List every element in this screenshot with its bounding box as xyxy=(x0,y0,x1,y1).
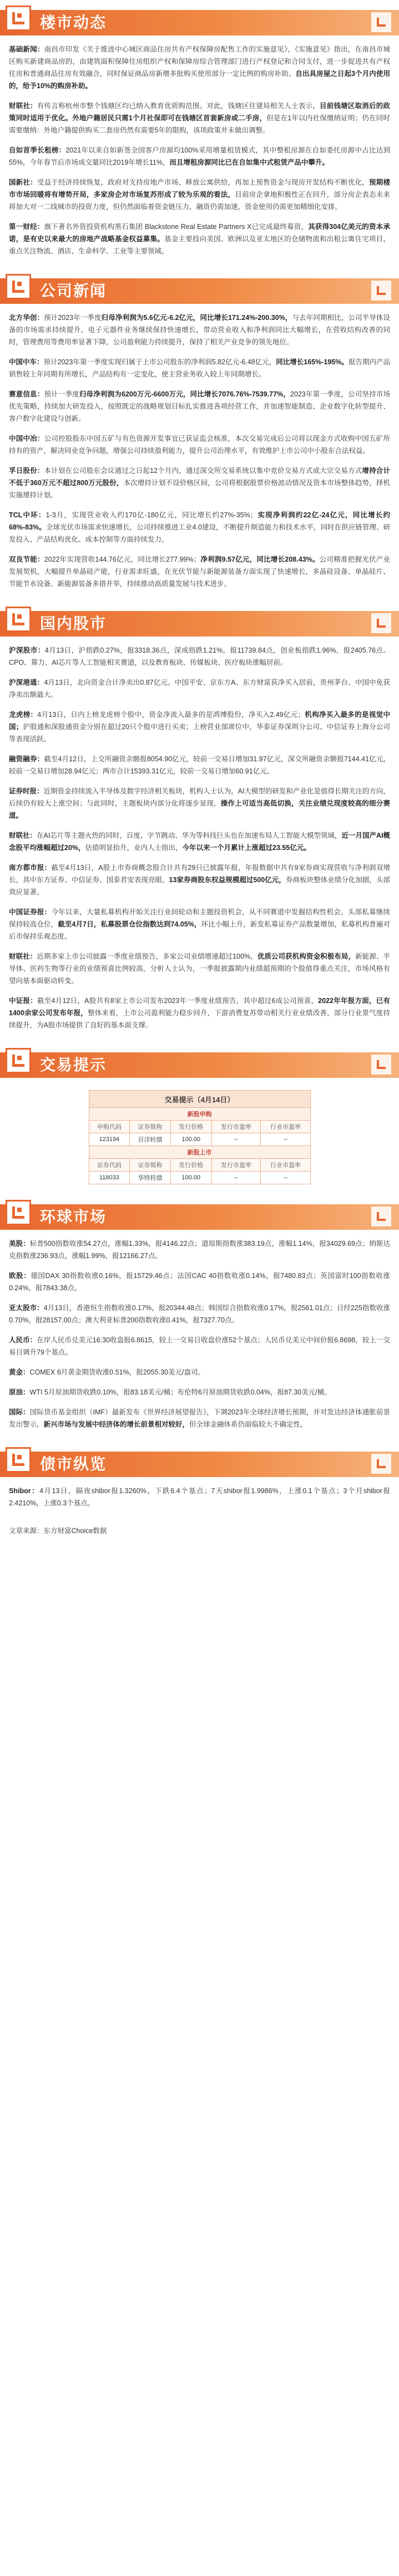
table-row xyxy=(89,1133,310,1146)
news-paragraph xyxy=(9,465,390,501)
news-text: 标普500指数收涨54.27点，涨幅1.33%，报4146.22点；道琼斯指数涨383.19点，涨幅1.14%，报34029.69点；纳斯达克指数涨236.93点，涨幅1.99%，报12166.27点。 xyxy=(9,1240,390,1260)
news-paragraph xyxy=(9,950,390,987)
column-header: 发行市盈率 xyxy=(211,1159,261,1172)
news-paragraph xyxy=(9,676,390,701)
column-header: 行业市盈率 xyxy=(261,1121,310,1133)
news-text: 截至4月12日，上交所融资余额报8054.90亿元，较前一交易日增加31.97亿元，深交所融资余额报7144.41亿元，较前一交易日增加28.94亿元；两市合计15393.31亿元，较前一交易日增加60.91亿元。 xyxy=(9,755,390,775)
news-source-label: 亚太股市： xyxy=(9,1304,44,1312)
news-text: 近期多家上市公司披露一季度业绩预告，多家公司业绩增速超过100%， xyxy=(37,953,257,960)
news-source-label: 沪深港通： xyxy=(9,679,44,686)
table-row xyxy=(89,1172,310,1184)
news-paragraph xyxy=(9,553,390,590)
news-source-label: 自如首季长租榜： xyxy=(9,146,66,154)
news-text: 4月13日，沪指跌0.27%，报3318.36点，深成指跌1.21%，报11739.84点，创业板指跌1.96%，报2405.76点。CPO、算力、AI芯片等人工智能相关赛道，以及教育板块、传媒板块、医疗板块涨幅居前。 xyxy=(9,646,390,666)
news-text: 2023年第一季度，公司坚持市场优先策略，持续加大研发投入，按照既定的战略规划目标扎实推进各项经营工作，并加速智能制造、企业数字化转型提升、客户数字化建设与创新。 xyxy=(9,390,390,422)
news-text: 全球光伏市场需求快速增长，公司持续推进工业4.0建设，不断提升制造能力和技术水平，同时在供应链管理、研发投入、产品结构优化、成本控制等方面持续发力。 xyxy=(9,523,390,543)
news-highlight: 截至4月7日，私募股票仓位指数达到74.05%， xyxy=(58,920,201,928)
column-header: 发行价格 xyxy=(170,1159,211,1172)
news-source-label: 孚日股份： xyxy=(9,467,44,475)
news-highlight: 自出具房屋之日起3个月内使用的，给予10%的购房补助。 xyxy=(9,70,390,90)
news-text: 4月13日，日内上榜龙虎榜个股中，资金净流入最多的是鸿博股份，净买入2.49亿元； xyxy=(37,711,305,719)
news-source-label: 证券时报： xyxy=(9,787,44,795)
ipo-group-subscribe: 新股申购 xyxy=(89,1108,310,1121)
news-text: 截至4月13日，A股上市券商概念股合计共有29只已披露年报，年报数据中共有9家券商实现营收与净利润双增长，其中东方证券、中信证券、国泰君安表现亮眼。 xyxy=(9,864,390,884)
ipo-group-listing: 新股上市 xyxy=(89,1146,310,1159)
news-text: 与去年同期相比，公司半导体设备的市场需求持续提升，电子元器件业务继续保持快速增长，带动营业收入和净利润同比大幅增长，在营收结构改善的同时，管理费用等费用率显著下降，公司盈利能力持续提升，保持了相关产业竞争的领先地位。 xyxy=(9,314,390,346)
news-source-label: 原油： xyxy=(9,1388,30,1396)
news-paragraph xyxy=(9,1270,390,1294)
news-paragraph xyxy=(9,1366,390,1378)
news-source-label: 中证报： xyxy=(9,997,38,1005)
section-banner-bond xyxy=(0,1442,399,1479)
news-source-label: 欧股： xyxy=(9,1272,31,1280)
column-header: 发行价格 xyxy=(170,1121,211,1133)
table-cell: 100.00 xyxy=(170,1133,211,1146)
corner-logo-icon xyxy=(371,12,391,32)
news-source-label: 国际： xyxy=(9,1408,30,1416)
news-paragraph xyxy=(9,100,390,136)
brand-logo-icon xyxy=(6,607,31,632)
brand-logo-icon xyxy=(6,1048,31,1073)
news-source-label: 赛意信息： xyxy=(9,390,44,398)
table-cell: -- xyxy=(261,1133,310,1146)
news-text: 环比小幅上升，新发私募证券产品数量增加，私募机构普遍对后市保持乐观态度。 xyxy=(9,920,390,940)
news-text: 但全球金融体系仍面临较大不确定性。 xyxy=(189,1421,307,1428)
corner-logo-icon xyxy=(371,1055,391,1075)
news-highlight: 预期楼市市场回暖将有增势开局，多家房企对市场复苏形成了较为乐观的看法， xyxy=(9,179,390,198)
news-paragraph xyxy=(9,1485,390,1509)
news-text: 整体来看，上市公司盈利能力稳步回升，下游消费复苏带动相关行业业绩改善，部分行业景气度持续提升，为A股市场提供了良好的基本面支撑。 xyxy=(9,1009,390,1029)
section-title: 公司新闻 xyxy=(40,282,107,299)
news-paragraph xyxy=(9,1238,390,1262)
news-text: COMEX 6月黄金期货收涨0.51%，报2055.30美元/盎司。 xyxy=(29,1368,205,1376)
news-text: 2022年实现营收144.76亿元，同比增长277.99%； xyxy=(44,556,201,563)
ipo-table-caption: 交易提示（4月14日） xyxy=(89,1091,310,1108)
table-cell: 百洋转债 xyxy=(130,1133,171,1146)
news-source-label: 中国证券报： xyxy=(9,908,52,916)
corner-logo-icon xyxy=(371,281,391,301)
news-source-label: 黄金： xyxy=(9,1368,30,1376)
news-highlight: 目前钱塘区取消后的政策同时适用于优化。外地户籍居民只需1个月社保即可在钱塘区首套新房或二手房， xyxy=(9,102,390,122)
section-title: 交易提示 xyxy=(40,1056,107,1073)
news-text: 在岸人民币兑美元16:30收盘报6.8615，较上一交易日收盘价涨52个基点；人民币兑美元中间价报6.8698，较上一交易日调升79个基点。 xyxy=(9,1336,390,1356)
section-banner-market xyxy=(0,0,399,38)
section-content-market xyxy=(0,38,399,268)
section-title: 债市纵览 xyxy=(40,1455,107,1473)
news-text: 沪股通和深股通资金分别在超过20只个股中进行买卖；上榜营业部席位中，华泰证券深圳分公司、中信证券上海分公司等表现活跃。 xyxy=(9,723,390,743)
news-text: 公司控股股东中国五矿与有色资源开发事宜已获证监会核准，本次交易完成后公司将以现金方式收购中国五矿所持有的资产，解决同业竞争问题，增强公司持续盈利能力，提升公司治理水平，有效维护上市公司中小股东合法权益。 xyxy=(9,435,390,455)
corner-logo-icon xyxy=(371,1206,391,1226)
brand-logo-icon xyxy=(6,1447,31,1473)
news-source-label: 龙虎榜： xyxy=(9,711,38,719)
news-highlight: 归母净利润为5.6亿元-6.2亿元，同比增长171.24%-200.30%， xyxy=(101,314,292,322)
section-title: 国内股市 xyxy=(40,615,107,632)
news-text: 本计划在公司股东会议通过之日起12个月内，通过深交所交易系统以集中竞价交易方式或大宗交易方式 xyxy=(44,467,362,475)
news-highlight: 净利润9.57亿元，同比增长208.43%。 xyxy=(200,556,320,563)
news-paragraph xyxy=(9,221,390,257)
news-paragraph xyxy=(9,785,390,822)
news-highlight: 同比增长165%-195%。 xyxy=(276,358,349,366)
column-header: 行业市盈率 xyxy=(261,1159,310,1172)
news-paragraph xyxy=(9,388,390,425)
news-source-label: 财联社： xyxy=(9,953,37,960)
news-paragraph xyxy=(9,509,390,546)
news-text: 报告期内产品销售较上年同期有所增长，产品结构有一定变化，使主营业务收入较上年同期增长。 xyxy=(9,358,390,378)
news-source-label: 中国中车： xyxy=(9,358,44,366)
news-source-label: 沪深股市： xyxy=(9,646,45,654)
news-text: 今年以来，大量私募机构开始关注行业间轮动和主题投资机会，从不同赛道中发掘结构性机会，头部私募继续保持较高仓位， xyxy=(9,908,390,928)
news-highlight: 2022年年报方面，已有1400余家公司发布年报， xyxy=(9,997,391,1017)
news-text: 4月13日，香港恒生指数收涨0.17%，报20344.48点；韩国综合指数收涨0.17%，报2561.01点；日经225指数收涨0.70%，报28157.00点；澳大利亚标普200指数收涨0.41%，报7327.70点。 xyxy=(9,1304,390,1324)
news-text: 2021年以来自如新签全国客户房源均100%采用增量租赁模式，其中整租房源在自如委托房源中占比达到55%，今年春节后市场成交量同比2019年增长11%， xyxy=(9,146,390,166)
article-source: 文章来源：东方财富Choice数据 xyxy=(9,1527,107,1535)
news-paragraph xyxy=(9,753,390,777)
news-source-label: 北方华创： xyxy=(9,314,44,322)
news-paragraph xyxy=(9,43,390,92)
section-title: 楼市动态 xyxy=(40,14,107,31)
news-text: 新能源、半导体、医药生物等行业的业绩预喜比例较高，分析人士认为，一季报披露期内业绩超预期的个股值得重点关注，市场风格有望向基本面驱动转变。 xyxy=(9,953,390,985)
news-text: 旗下著名外资投资机构黑石集团 Blackstone Real Estate Partners X已完成最终募资， xyxy=(44,223,309,231)
news-paragraph xyxy=(9,644,390,669)
news-paragraph xyxy=(9,176,390,213)
table-cell: -- xyxy=(211,1133,261,1146)
news-source-label: 南方都市报： xyxy=(9,864,52,872)
section-banner-domestic xyxy=(0,601,399,639)
news-paragraph xyxy=(9,1386,390,1398)
news-text: 有传言称杭州市整个钱塘区均已纳入教育优质购范围。对此，钱塘区住建局相关人士表示， xyxy=(37,102,320,110)
news-paragraph xyxy=(9,432,390,457)
news-text: 截至4月12日，A股共有8家上市公司发布2023年一季度业绩预告，其中超过6成公司预喜， xyxy=(37,997,319,1005)
news-paragraph xyxy=(9,1302,390,1326)
news-highlight: 其获得304亿美元的资本承诺，是有史以来最大的房地产战略基金权益募集。 xyxy=(9,223,390,243)
news-highlight: 13家券商股东权益规模超过500亿元， xyxy=(169,876,286,884)
news-highlight: 机构净买入最多的是视觉中国； xyxy=(9,711,390,731)
news-text: 4月13日，北向资金合计净卖出0.87亿元。中国平安、京东方A、东方财富获净买入居前，贵州茅台、中国中免获净卖出额最大。 xyxy=(9,679,390,699)
news-source-label: 第一财经： xyxy=(9,223,44,231)
news-paragraph xyxy=(9,312,390,348)
news-highlight: 而且增租房源同比已在自如集中式租赁产品中攀升。 xyxy=(169,159,329,166)
news-highlight: 增持合计不低于360万元不超过800万元股份， xyxy=(9,467,390,487)
news-text: 在AI芯片等主题火热的同时，百度、字节跳动、华为等科技巨头也在加速布局人工智能大模型领域， xyxy=(37,832,342,839)
news-text: 国际货币基金组织（IMF）最新发布《世界经济展望报告》，下调2023年全球经济增长预期，并对发达经济体通胀前景发出警示， xyxy=(9,1408,390,1428)
news-highlight: 归母净利润为6200万元-6600万元，同比增长7076.76%-7539.77%， xyxy=(79,390,290,398)
news-source-label: 中国中冶： xyxy=(9,435,44,442)
news-source-label: 财联社： xyxy=(9,102,37,110)
section-banner-ipo xyxy=(0,1042,399,1080)
news-source-label: 美股： xyxy=(9,1240,30,1248)
news-paragraph xyxy=(9,995,390,1031)
brand-logo-icon xyxy=(6,274,31,299)
news-highlight: 优质公司获机构资金积极布局， xyxy=(257,953,356,960)
news-paragraph xyxy=(9,356,390,380)
news-source-label: 双良节能： xyxy=(9,556,44,563)
news-text: 德国DAX 30指数收涨0.16%，报15729.46点；法国CAC 40指数收涨0.14%，报7480.83点；英国富时100指数收涨0.24%，报7843.38点。 xyxy=(9,1272,390,1292)
table-cell: 100.00 xyxy=(170,1172,211,1184)
ipo-header-row xyxy=(89,1121,310,1133)
section-content-bond xyxy=(0,1479,399,1520)
news-text: 受益于经济持续恢复，政府对支持房地产市场、释放公寓供给，再加上预售资金与现房开发结构不断优化， xyxy=(37,179,370,186)
news-paragraph xyxy=(9,862,390,898)
table-cell: -- xyxy=(211,1172,261,1184)
ipo-table xyxy=(89,1090,311,1184)
section-content-domestic xyxy=(0,639,399,1042)
news-source-label: 基础新闻： xyxy=(9,45,44,53)
news-text: 基金主要投向美国、欧洲以及亚太地区的仓储物流和出租公寓住宅项目，重点关注物流、酒店、生命科学、工业等主要领域。 xyxy=(9,235,390,255)
section-banner-global xyxy=(0,1194,399,1232)
news-text: 1-3月，实现营业收入约170亿-180亿元，同比增长约27%-35%； xyxy=(46,511,257,519)
news-text: 本次增持计划不设价格区间，公司将根据股票价格波动情况及资本市场整体趋势，择机实施增持计划。 xyxy=(9,479,390,499)
news-source-label: Shibor： xyxy=(9,1487,40,1495)
news-highlight: 近一月国产AI概念股平均涨幅超过20%， xyxy=(9,832,390,852)
news-text: 4月13日，隔夜shibor报1.3260%，下跌6.4个基点；7天shibor报1.9986%，上涨0.1个基点；3个月shibor报2.4210%，上涨0.3个基点。 xyxy=(9,1487,390,1507)
news-paragraph xyxy=(9,1334,390,1358)
news-text: 近期资金持续流入半导体及数字经济相关板块，机构人士认为，AI大模型的研发和产业化是值得长期关注的方向，后续仍有较大上涨空间；与此同时，主题板块内部分化将逐步显现， xyxy=(9,787,390,807)
news-text: 公司精准把握光伏产业发展契机，大幅提升单晶硅产能，行业需求旺盛，在光伏节能与新能源装备方面实现了快速增长，多晶硅设备、单晶硅片、节能节水设备、新能源装备多措并举，持续推动高质量发展与技术进步。 xyxy=(9,556,390,588)
section-content-company xyxy=(0,306,399,601)
news-text: 但是在1年以内社保缴纳证明；仍在同时需要缴纳：外地户籍提供购买二套房仍然有需要5年的限购，该项政策并未做出调整。 xyxy=(9,114,390,134)
news-text: 目前房企拿地积极性正在回升，部分房企表态未来将加大对一二线城市的投资力度，但仍然面临着资金链压力，融资仍需加速，资金使用仍需更加精细化安排。 xyxy=(9,191,390,211)
news-paragraph xyxy=(9,829,390,854)
news-text: WTI 5月原油期货收跌0.10%，报83.18美元/桶；布伦特6月原油期货收跌0.04%，报87.30美元/桶。 xyxy=(29,1388,331,1396)
news-source-label: 国新社： xyxy=(9,179,37,186)
news-source-label: 人民币： xyxy=(9,1336,37,1344)
news-highlight: 操作上可适当高低切换，关注业绩兑现度较高的细分赛道。 xyxy=(9,800,390,819)
news-text: 南昌市印发《关于推进中心城区商品住房共有产权保障房配售工作的实施意见》，《实施意见》指出，在南昌市城区购买新建商品房的，由建筑面积保障住房组织产权和保障房综合管理部门进行产权登记和合同支付，进一步促进共有产权住房和普通商品住房有效融合，同时保证商品房新增多批购买使用部分一定比例的购房补助。 xyxy=(9,45,390,78)
news-paragraph xyxy=(9,709,390,745)
news-paragraph xyxy=(9,144,390,169)
news-text: 预计2023年第一季度实现归属于上市公司股东的净利润5.82亿元-6.48亿元， xyxy=(43,358,276,366)
ipo-header-row xyxy=(89,1159,310,1172)
section-title: 环球市场 xyxy=(40,1208,107,1225)
news-highlight: 今年以来一个月累计上涨超过23.55亿元。 xyxy=(182,844,311,852)
section-banner-company xyxy=(0,268,399,306)
news-text: 券商板块整体业绩分化加剧，头部效应显著。 xyxy=(9,876,390,896)
table-cell: -- xyxy=(261,1172,310,1184)
column-header: 证券简称 xyxy=(130,1121,171,1133)
corner-logo-icon xyxy=(371,613,391,633)
table-cell: 118033 xyxy=(89,1172,130,1184)
brand-logo-icon xyxy=(6,1200,31,1225)
table-cell: 123194 xyxy=(89,1133,130,1146)
news-highlight: 新兴市场与发展中经济体的增长前景相对较好， xyxy=(43,1421,190,1428)
news-text: 估值明显抬升，业内人士指出， xyxy=(85,844,183,852)
news-text: 预计一季度 xyxy=(44,390,79,398)
column-header: 发行市盈率 xyxy=(211,1121,261,1133)
news-text: 预计2023年一季度 xyxy=(44,314,102,322)
column-header: 证券代码 xyxy=(89,1159,130,1172)
news-paragraph xyxy=(9,906,390,943)
corner-logo-icon xyxy=(371,1454,391,1474)
column-header: 证券简称 xyxy=(130,1159,171,1172)
ipo-table-wrap xyxy=(0,1080,399,1194)
brand-logo-icon xyxy=(6,6,31,31)
news-source-label: TCL中环： xyxy=(9,511,46,519)
news-highlight: 实现净利润约22亿-24亿元，同比增长约68%-83%。 xyxy=(9,511,390,531)
table-cell: 华特转债 xyxy=(130,1172,171,1184)
news-paragraph xyxy=(9,1406,390,1430)
news-source-label: 融资融券： xyxy=(9,755,44,763)
column-header: 申购代码 xyxy=(89,1121,130,1133)
section-content-global xyxy=(0,1232,399,1442)
news-source-label: 财联社： xyxy=(9,832,37,839)
